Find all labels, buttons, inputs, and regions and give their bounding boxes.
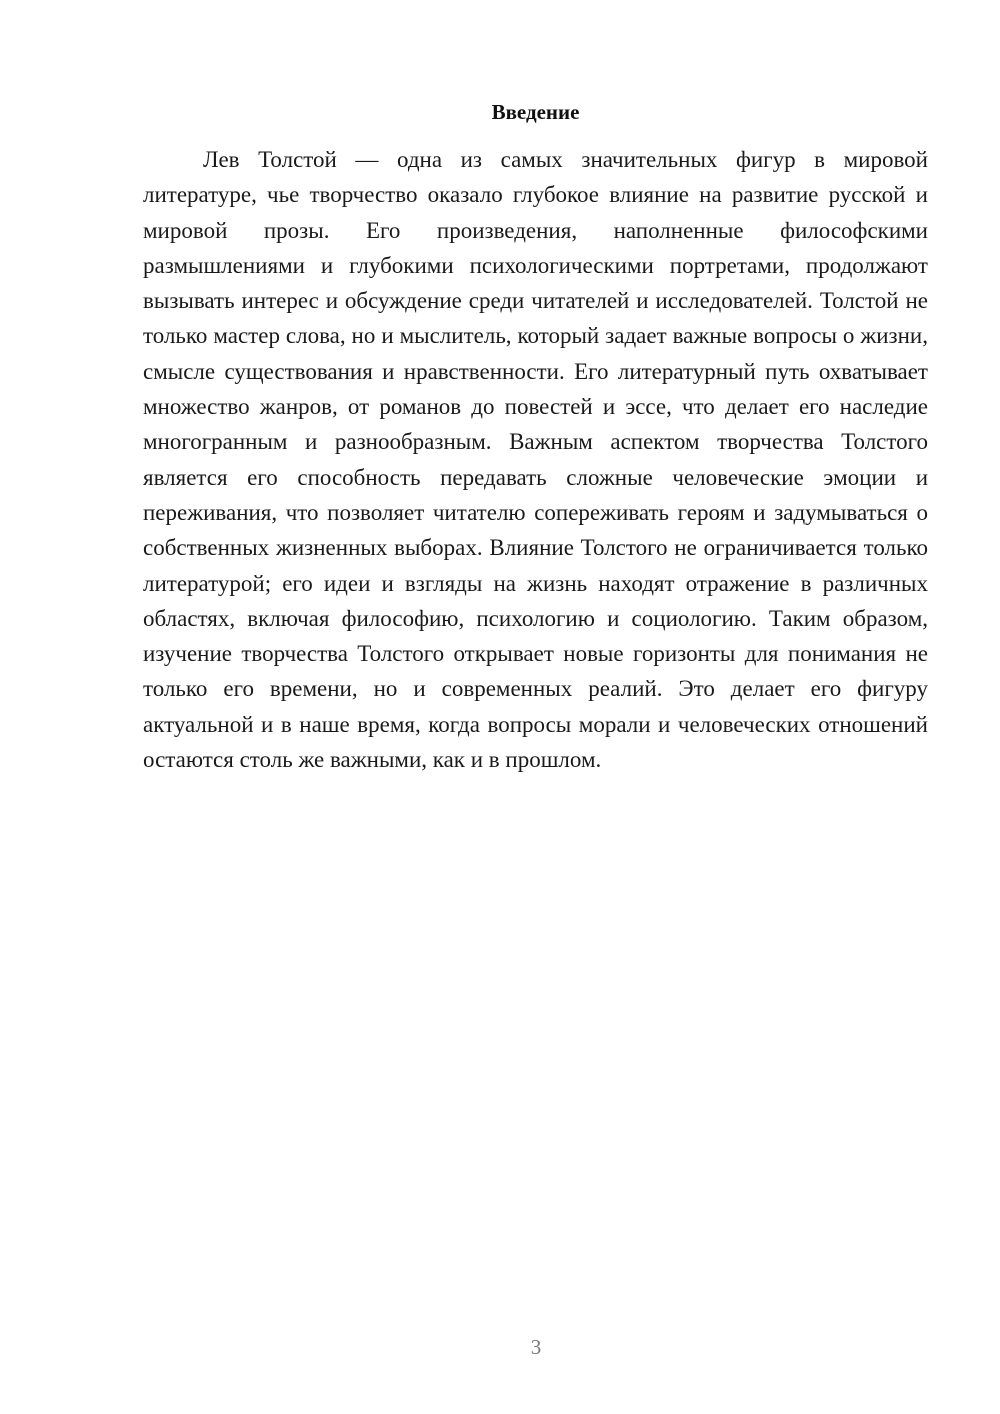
body-paragraph: Лев Толстой — одна из самых значительных фигур в мировой литературе, чье творчество оказало глубокое влияние на развитие русской и мировой прозы. Его произведения, наполненные философскими размышлениями и глубокими психологическими портретами, продолжают вызывать интерес и обсуждение среди читателей и исследователей. Толстой не только мастер слова, но и мыслитель, который задает важные вопросы о жизни, смысле существования и нравственности. Его литературный путь охватывает множество жанров, от романов до повестей и эссе, что делает его наследие многогранным и разнообразным. Важным аспектом творчества Толстого является его способность передавать сложные человеческие эмоции и переживания, что позволяет читателю сопереживать героям и задумываться о собственных жизненных выборах. Влияние Толстого не ограничивается только литературой; его идеи и взгляды на жизнь находят отражение в различных областях, включая философию, психологию и социологию. Таким образом, изучение творчества Толстого открывает новые горизонты для понимания не только его времени, но и современных реалий. Это делает его фигуру актуальной и в наше время, когда вопросы морали и человеческих отношений остаются столь же важными, как и в прошлом. <box>143 147 928 773</box>
page-number: 3 <box>530 1335 542 1359</box>
section-heading: Введение <box>491 100 580 124</box>
